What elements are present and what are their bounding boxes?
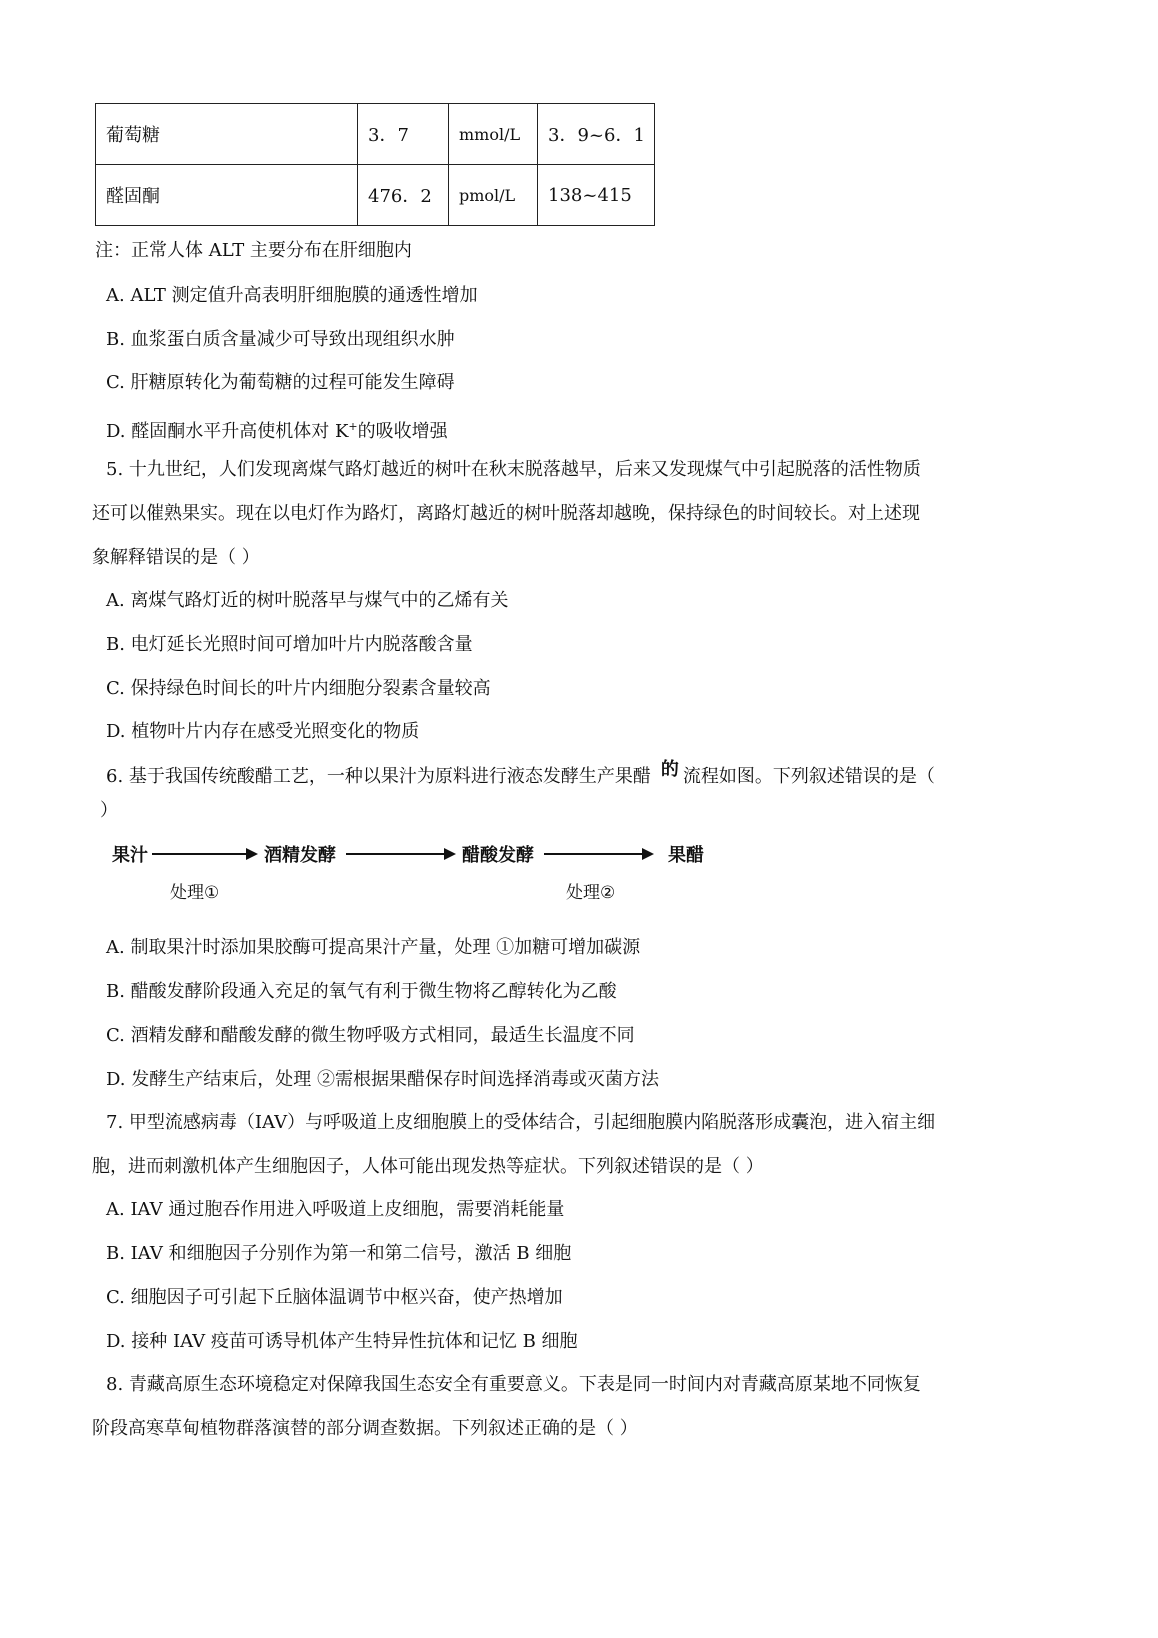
q4-option-d-text-end: 的吸收增强 <box>357 421 448 442</box>
q7-option-b: B. IAV 和细胞因子分别作为第一和第二信号，激活 B 细胞 <box>106 1243 572 1264</box>
q5-stem-line: 象解释错误的是（ ） <box>92 547 260 568</box>
flow-treatment-2: 处理② <box>566 883 616 903</box>
q7-option-a: A. IAV 通过胞吞作用进入呼吸道上皮细胞，需要消耗能量 <box>106 1199 565 1220</box>
table-cell-name: 醛固酮 <box>96 165 358 226</box>
potassium-superscript: + <box>348 420 358 433</box>
table-cell-value: 476．2 <box>358 165 449 226</box>
q6-stem-text-end: 流程如图。下列叙述错误的是（ <box>682 766 935 787</box>
q6-stem-line: ） <box>100 800 118 821</box>
q4-option-a: A. ALT 测定值升高表明肝细胞膜的通透性增加 <box>106 285 478 306</box>
flow-treatment-1: 处理① <box>170 883 220 903</box>
flow-arrow <box>152 853 256 855</box>
lab-values-table <box>95 103 655 226</box>
q7-option-c: C. 细胞因子可引起下丘脑体温调节中枢兴奋，使产热增加 <box>106 1287 563 1308</box>
table-row <box>96 104 655 165</box>
q5-option-a: A. 离煤气路灯近的树叶脱落早与煤气中的乙烯有关 <box>106 590 509 611</box>
q6-option-a: A. 制取果汁时添加果胶酶可提高果汁产量，处理 ①加糖可增加碳源 <box>106 937 641 958</box>
q7-option-d: D. 接种 IAV 疫苗可诱导机体产生特异性抗体和记忆 B 细胞 <box>106 1331 578 1352</box>
q5-option-b: B. 电灯延长光照时间可增加叶片内脱落酸含量 <box>106 634 473 655</box>
table-cell-unit: mmol/L <box>449 104 538 165</box>
q6-stem-de: 的 <box>660 759 679 780</box>
table-row <box>96 165 655 226</box>
q4-option-b: B. 血浆蛋白质含量减少可导致出现组织水肿 <box>106 329 455 350</box>
q6-option-b: B. 醋酸发酵阶段通入充足的氧气有利于微生物将乙醇转化为乙酸 <box>106 981 617 1002</box>
q5-stem-line: 5. 十九世纪，人们发现离煤气路灯越近的树叶在秋末脱落越早，后来又发现煤气中引起脱落的活性物质 <box>106 459 921 480</box>
flow-step-acetic-fermentation: 醋酸发酵 <box>462 845 534 866</box>
table-cell-range: 3．9~6．1 <box>538 104 655 165</box>
flow-arrow <box>346 853 454 855</box>
table-cell-value: 3．7 <box>358 104 449 165</box>
flow-arrow <box>544 853 652 855</box>
q5-option-c: C. 保持绿色时间长的叶片内细胞分裂素含量较高 <box>106 678 491 699</box>
flow-step-juice: 果汁 <box>112 845 148 866</box>
flow-step-alcohol-fermentation: 酒精发酵 <box>264 845 336 866</box>
table-cell-range: 138~415 <box>538 165 655 226</box>
q7-stem-line: 胞，进而刺激机体产生细胞因子，人体可能出现发热等症状。下列叙述错误的是（ ） <box>92 1156 764 1177</box>
q4-option-c: C. 肝糖原转化为葡萄糖的过程可能发生障碍 <box>106 372 455 393</box>
q6-option-c: C. 酒精发酵和醋酸发酵的微生物呼吸方式相同，最适生长温度不同 <box>106 1025 635 1046</box>
table-note: 注：正常人体 ALT 主要分布在肝细胞内 <box>95 240 412 261</box>
q7-stem-line: 7. 甲型流感病毒（IAV）与呼吸道上皮细胞膜上的受体结合，引起细胞膜内陷脱落形成囊泡，进入宿主细 <box>106 1112 936 1133</box>
q4-option-d <box>106 416 448 443</box>
q6-option-d: D. 发酵生产结束后，处理 ②需根据果醋保存时间选择消毒或灭菌方法 <box>106 1069 659 1090</box>
q6-stem-text: 6. 基于我国传统酸醋工艺，一种以果汁为原料进行液态发酵生产果醋 <box>106 766 651 787</box>
q8-stem-line: 8. 青藏高原生态环境稳定对保障我国生态安全有重要意义。下表是同一时间内对青藏高原某地不同恢复 <box>106 1374 921 1395</box>
table-cell-name: 葡萄糖 <box>96 104 358 165</box>
q6-stem-line <box>106 759 935 788</box>
q5-option-d: D. 植物叶片内存在感受光照变化的物质 <box>106 721 420 742</box>
flow-step-vinegar: 果醋 <box>668 845 704 866</box>
q5-stem-line: 还可以催熟果实。现在以电灯作为路灯，离路灯越近的树叶脱落却越晚，保持绿色的时间较长。对上述现 <box>92 503 920 524</box>
table-cell-unit: pmol/L <box>449 165 538 226</box>
q8-stem-line: 阶段高寒草甸植物群落演替的部分调查数据。下列叙述正确的是（ ） <box>92 1418 638 1439</box>
q4-option-d-text: D. 醛固酮水平升高使机体对 K <box>106 421 349 442</box>
